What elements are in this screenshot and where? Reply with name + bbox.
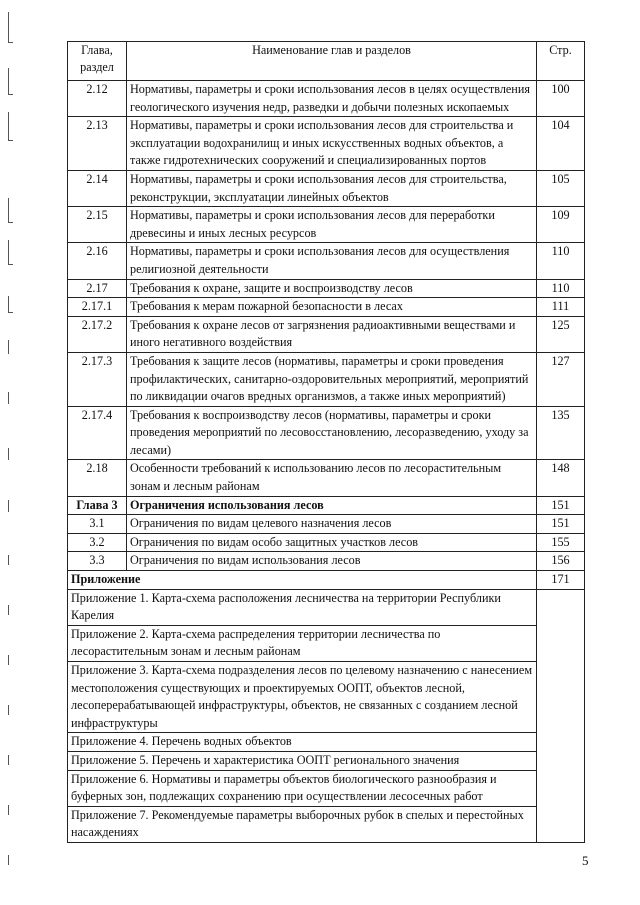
section-number: 2.17.1 (68, 298, 127, 317)
section-page: 155 (537, 533, 585, 552)
section-title: Ограничения по видам особо защитных участков лесов (127, 533, 537, 552)
appendix-item-row (68, 662, 585, 733)
section-page: 135 (537, 406, 585, 460)
section-title: Нормативы, параметры и сроки использования лесов для переработки древесины и иных лесных ресурсов (127, 207, 537, 243)
appendix-item: Приложение 1. Карта-схема расположения лесничества на территории Республики Карелия (68, 589, 537, 625)
table-of-contents (67, 41, 585, 843)
toc-row (68, 352, 585, 406)
appendix-item-row (68, 589, 585, 625)
section-number: 3.1 (68, 515, 127, 534)
section-page: 111 (537, 298, 585, 317)
appendix-item: Приложение 4. Перечень водных объектов (68, 733, 537, 752)
section-page: 125 (537, 316, 585, 352)
appendix-page: 171 (537, 571, 585, 590)
section-number: 2.13 (68, 117, 127, 171)
header-title: Наименование глав и разделов (127, 42, 537, 81)
appendix-item-row (68, 733, 585, 752)
section-page: 100 (537, 81, 585, 117)
toc-row (68, 117, 585, 171)
section-title: Нормативы, параметры и сроки использования лесов в целях осуществления геологического изучения недр, разведки и добычи полезных ископаемых (127, 81, 537, 117)
appendix-item: Приложение 7. Рекомендуемые параметры выборочных рубок в спелых и перестойных насаждениях (68, 806, 537, 842)
appendix-item-row (68, 770, 585, 806)
toc-row (68, 515, 585, 534)
section-page: 148 (537, 460, 585, 496)
section-number: 2.15 (68, 207, 127, 243)
section-page: 110 (537, 279, 585, 298)
section-number: 2.17.3 (68, 352, 127, 406)
section-title: Нормативы, параметры и сроки использования лесов для осуществления религиозной деятельности (127, 243, 537, 279)
toc-row (68, 552, 585, 571)
appendix-item-row (68, 751, 585, 770)
section-page: 156 (537, 552, 585, 571)
toc-row (68, 243, 585, 279)
appendix-item: Приложение 3. Карта-схема подразделения лесов по целевому назначению с нанесением местоположения существующих и проектируемых ООПТ, объектов лесной, лесоперерабатывающей инфраструктуры, объектов, не связанных с созданием лесной инфраструктуры (68, 662, 537, 733)
binding-margin-marks (0, 0, 20, 905)
chapter-page: 151 (537, 496, 585, 515)
section-title: Нормативы, параметры и сроки использования лесов для строительства и эксплуатации водохранилищ и иных искусственных водных объектов, а также гидротехнических сооружений и специализированных портов (127, 117, 537, 171)
section-page: 151 (537, 515, 585, 534)
section-number: 2.12 (68, 81, 127, 117)
appendix-item: Приложение 2. Карта-схема распределения территории лесничества по лесорастительным зонам и лесным районам (68, 625, 537, 661)
section-title: Требования к защите лесов (нормативы, параметры и сроки проведения профилактических, санитарно-оздоровительных мероприятий, мероприятий по ликвидации очагов вредных организмов, а также иных мероприятий) (127, 352, 537, 406)
appendix-heading-row (68, 571, 585, 590)
toc-row (68, 279, 585, 298)
toc-row (68, 170, 585, 206)
section-number: 2.18 (68, 460, 127, 496)
section-page: 104 (537, 117, 585, 171)
section-title: Требования к охране, защите и воспроизводству лесов (127, 279, 537, 298)
chapter-title: Ограничения использования лесов (127, 496, 537, 515)
toc-row (68, 460, 585, 496)
section-number: 2.17.2 (68, 316, 127, 352)
page-number: 5 (582, 853, 589, 868)
section-title: Особенности требований к использованию лесов по лесорастительным зонам и лесным районам (127, 460, 537, 496)
toc-row (68, 298, 585, 317)
section-title: Нормативы, параметры и сроки использования лесов для строительства, реконструкции, эксплуатации линейных объектов (127, 170, 537, 206)
toc-row (68, 81, 585, 117)
appendix-item-row (68, 625, 585, 661)
appendix-heading: Приложение (68, 571, 537, 590)
header-page: Стр. (537, 42, 585, 81)
section-title: Требования к воспроизводству лесов (нормативы, параметры и сроки проведения мероприятий по лесовосстановлению, лесоразведению, уходу за лесами) (127, 406, 537, 460)
section-page: 110 (537, 243, 585, 279)
section-number: 3.2 (68, 533, 127, 552)
section-number: 2.17 (68, 279, 127, 298)
section-number: 2.14 (68, 170, 127, 206)
section-page: 109 (537, 207, 585, 243)
toc-chapter-row (68, 496, 585, 515)
toc-row (68, 533, 585, 552)
appendix-item-row (68, 806, 585, 842)
appendix-item: Приложение 5. Перечень и характеристика ООПТ регионального значения (68, 751, 537, 770)
toc-row (68, 316, 585, 352)
section-title: Требования к охране лесов от загрязнения радиоактивными веществами и иного негативного воздействия (127, 316, 537, 352)
appendix-item: Приложение 6. Нормативы и параметры объектов биологического разнообразия и буферных зон, подлежащих сохранению при осуществлении лесосечных работ (68, 770, 537, 806)
toc-row (68, 207, 585, 243)
header-chapter: Глава, раздел (68, 42, 127, 81)
section-page: 105 (537, 170, 585, 206)
section-number: 2.16 (68, 243, 127, 279)
section-page: 127 (537, 352, 585, 406)
appendix-page-spacer (537, 589, 585, 842)
table-header-row (68, 42, 585, 81)
section-number: 2.17.4 (68, 406, 127, 460)
section-number: 3.3 (68, 552, 127, 571)
chapter-number: Глава 3 (68, 496, 127, 515)
section-title: Ограничения по видам использования лесов (127, 552, 537, 571)
toc-row (68, 406, 585, 460)
section-title: Ограничения по видам целевого назначения лесов (127, 515, 537, 534)
section-title: Требования к мерам пожарной безопасности в лесах (127, 298, 537, 317)
